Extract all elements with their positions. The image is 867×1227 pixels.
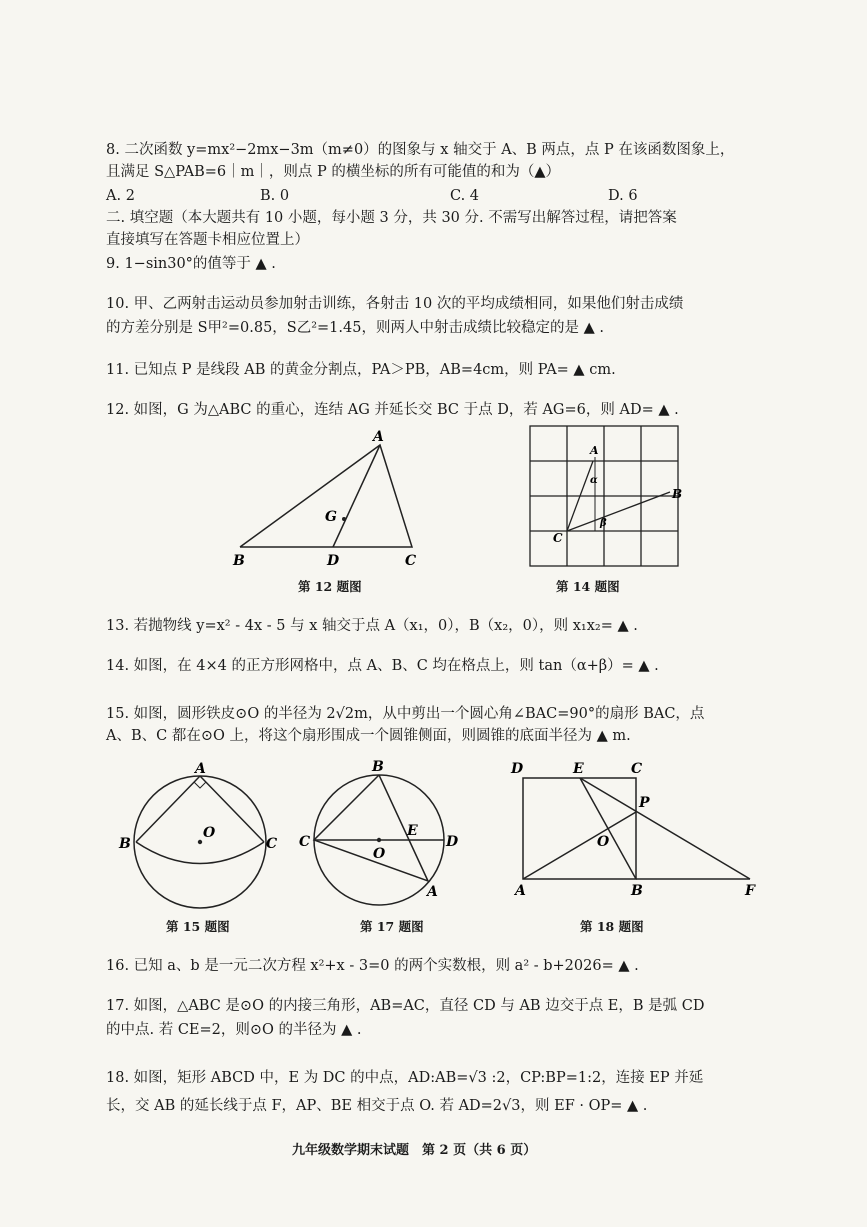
fig15-label-o: O bbox=[203, 825, 216, 841]
fig17-caption: 第 17 题图 bbox=[360, 919, 424, 934]
q8-line1: 8. 二次函数 y=mx²−2mx−3m（m≠0）的图象与 x 轴交于 A、B 两点，点 P 在该函数图象上， bbox=[106, 142, 735, 158]
fig15-caption: 第 15 题图 bbox=[166, 919, 230, 934]
fig18-label-o: O bbox=[597, 834, 610, 850]
fig14-caption: 第 14 题图 bbox=[556, 579, 620, 594]
figure-15 bbox=[115, 760, 285, 910]
fig17-label-e: E bbox=[407, 823, 418, 839]
fig18-rectangle bbox=[523, 778, 636, 879]
q8-option-d: D. 6 bbox=[608, 188, 638, 204]
fig18-label-d: D bbox=[511, 761, 524, 777]
fig17-label-b: B bbox=[372, 759, 384, 775]
fig15-right-angle-mark bbox=[194, 782, 206, 788]
fig18-line-ef bbox=[580, 778, 750, 879]
fig17-label-c: C bbox=[299, 834, 311, 850]
fig15-label-a: A bbox=[195, 761, 206, 777]
q12: 12. 如图，G 为△ABC 的重心，连结 AG 并延长交 BC 于点 D，若 AG=6，则 AD= ▲ . bbox=[106, 402, 679, 418]
fig12-label-c: C bbox=[405, 553, 417, 569]
q18-line1: 18. 如图，矩形 ABCD 中，E 为 DC 的中点，AD:AB=√3 :2，CP:BP=1:2，连接 EP 并延 bbox=[106, 1070, 704, 1086]
fig18-label-b: B bbox=[631, 883, 643, 898]
fig15-center-dot bbox=[198, 840, 202, 844]
fig17-label-a: A bbox=[427, 884, 438, 900]
fig12-label-a: A bbox=[373, 429, 384, 445]
section2-heading-line2: 直接填写在答题卡相应位置上） bbox=[106, 232, 309, 248]
q8-option-a: A. 2 bbox=[106, 188, 135, 204]
fig14-label-c: C bbox=[553, 531, 563, 545]
q11: 11. 已知点 P 是线段 AB 的黄金分割点，PA＞PB，AB=4cm，则 PA= ▲ cm. bbox=[106, 362, 616, 378]
q14: 14. 如图，在 4×4 的正方形网格中，点 A、B、C 均在格点上，则 tan（α+β）= ▲ . bbox=[106, 658, 659, 674]
fig12-label-g: G bbox=[325, 509, 337, 525]
fig18-label-a: A bbox=[515, 883, 526, 898]
fig15-label-c: C bbox=[266, 836, 278, 852]
section2-heading-line1: 二. 填空题（本大题共有 10 小题，每小题 3 分，共 30 分. 不需写出解答过程，请把答案 bbox=[106, 210, 677, 226]
fig17-center-dot bbox=[377, 838, 381, 842]
q10-line1: 10. 甲、乙两射击运动员参加射击训练，各射击 10 次的平均成绩相同，如果他们射击成绩 bbox=[106, 296, 684, 312]
fig12-median-ad bbox=[333, 445, 380, 547]
fig14-label-b: B bbox=[672, 487, 683, 501]
figure-17 bbox=[295, 758, 465, 908]
fig12-centroid-dot bbox=[342, 517, 346, 521]
fig12-label-d: D bbox=[327, 553, 340, 569]
fig14-line-cb bbox=[567, 492, 670, 531]
fig18-label-c: C bbox=[631, 761, 643, 777]
fig18-label-p: P bbox=[639, 795, 650, 811]
fig15-radius-ab bbox=[136, 776, 200, 842]
fig15-sector-arc bbox=[136, 842, 264, 864]
q16: 16. 已知 a、b 是一元二次方程 x²+x - 3=0 的两个实数根，则 a² - b+2026= ▲ . bbox=[106, 958, 639, 974]
fig17-label-o: O bbox=[373, 846, 386, 862]
q18-line2: 长，交 AB 的延长线于点 F，AP、BE 相交于点 O. 若 AD=2√3，则 EF · OP= ▲ . bbox=[106, 1098, 648, 1114]
fig17-label-d: D bbox=[446, 834, 459, 850]
figure-18 bbox=[505, 758, 767, 898]
q15-line1: 15. 如图，圆形铁皮⊙O 的半径为 2√2m，从中剪出一个圆心角∠BAC=90°的扇形 BAC，点 bbox=[106, 706, 705, 722]
q10-line2: 的方差分别是 S甲²=0.85，S乙²=1.45，则两人中射击成绩比较稳定的是 ▲ . bbox=[106, 320, 604, 336]
fig12-triangle bbox=[240, 445, 412, 547]
q17-line2: 的中点. 若 CE=2，则⊙O 的半径为 ▲ . bbox=[106, 1022, 362, 1038]
page-footer: 九年级数学期末试题 第 2 页（共 6 页） bbox=[292, 1143, 537, 1158]
fig12-caption: 第 12 题图 bbox=[298, 579, 362, 594]
fig18-label-e: E bbox=[573, 761, 584, 777]
q8-line2: 且满足 S△PAB=6｜m｜，则点 P 的横坐标的所有可能值的和为（▲） bbox=[106, 164, 560, 180]
q8-option-c: C. 4 bbox=[450, 188, 480, 204]
fig15-label-b: B bbox=[119, 836, 131, 852]
fig14-label-beta: β bbox=[600, 518, 607, 529]
fig18-line-ap bbox=[523, 812, 636, 879]
q15-line2: A、B、C 都在⊙O 上，将这个扇形围成一个圆锥侧面，则圆锥的底面半径为 ▲ m. bbox=[106, 728, 631, 744]
q13: 13. 若抛物线 y=x² - 4x - 5 与 x 轴交于点 A（x₁，0），B（x₂，0），则 x₁x₂= ▲ . bbox=[106, 618, 638, 634]
figure-14 bbox=[520, 418, 690, 573]
fig14-grid bbox=[530, 426, 678, 566]
fig18-caption: 第 18 题图 bbox=[580, 919, 644, 934]
q8-option-b: B. 0 bbox=[260, 188, 290, 204]
fig14-label-alpha: α bbox=[590, 475, 598, 486]
q17-line1: 17. 如图，△ABC 是⊙O 的内接三角形，AB=AC，直径 CD 与 AB 边交于点 E，B 是弧 CD bbox=[106, 998, 705, 1014]
q9: 9. 1−sin30°的值等于 ▲ . bbox=[106, 256, 276, 272]
figure-12 bbox=[225, 425, 435, 575]
fig14-label-a: A bbox=[590, 444, 599, 457]
fig18-line-be bbox=[580, 778, 636, 879]
fig12-label-b: B bbox=[233, 553, 245, 569]
fig18-label-f: F bbox=[745, 883, 755, 898]
